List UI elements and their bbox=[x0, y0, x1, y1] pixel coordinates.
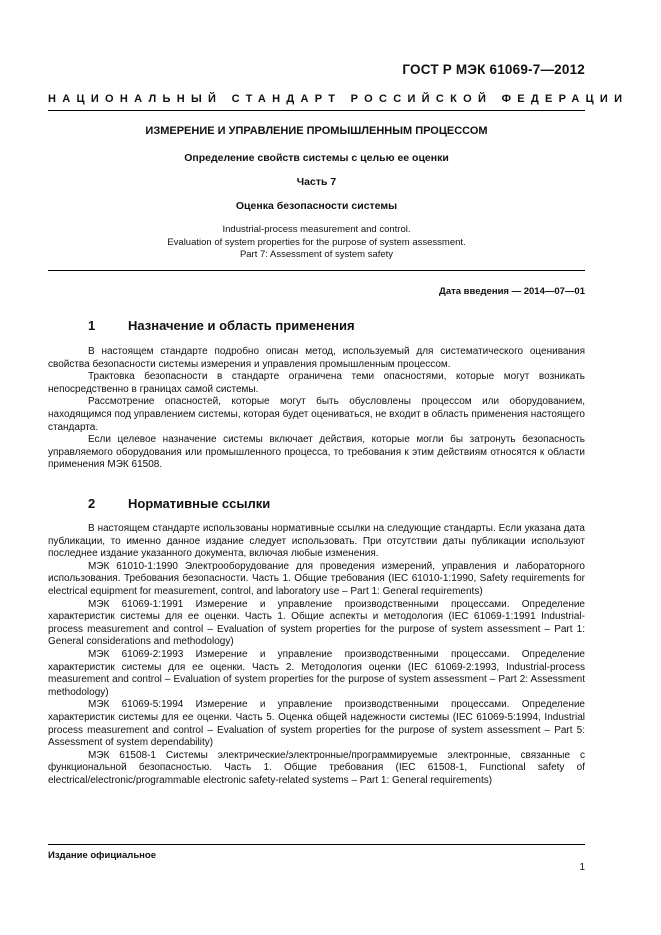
document-title: ИЗМЕРЕНИЕ И УПРАВЛЕНИЕ ПРОМЫШЛЕННЫМ ПРОЦЕССОМ bbox=[145, 125, 488, 137]
title-divider bbox=[48, 270, 585, 271]
section-title: Назначение и область применения bbox=[128, 318, 355, 333]
document-subtitle: Определение свойств системы с целью ее оценки bbox=[184, 152, 449, 164]
date-introduced: Дата введения — 2014—07—01 bbox=[439, 286, 585, 297]
standard-number: ГОСТ Р МЭК 61069-7—2012 bbox=[402, 62, 585, 77]
paragraph: Рассмотрение опасностей, которые могут быть обусловлены процессом или оборудованием, находящимся под управлением системы, которая будет оцениваться, не входит в область применения настоящего стандарта. bbox=[48, 396, 585, 433]
page-number: 1 bbox=[579, 862, 585, 873]
section-body bbox=[48, 523, 585, 787]
paragraph: В настоящем стандарте использованы нормативные ссылки на следующие стандарты. Если указана дата публикации, то именно данное издание следует использовать. При отсутствии даты публикации используют последнее издание указанного документа, включая любые изменения. bbox=[48, 523, 585, 560]
paragraph: МЭК 61069-2:1993 Измерение и управление производственными процессами. Определение характеристик системы для ее оценки. Часть 2. Методология оценки (IEC 61069-2:1993, Industrial-process measurement and control – Evaluation of system properties for the purpose of system assessment – Part 2: Assessment methodology) bbox=[48, 648, 585, 698]
part-title: Оценка безопасности системы bbox=[235, 200, 398, 212]
english-title bbox=[48, 224, 585, 262]
header-divider bbox=[48, 110, 585, 111]
part-label: Часть 7 bbox=[296, 176, 337, 188]
edition-label: Издание официальное bbox=[48, 850, 156, 861]
national-standard-title: НАЦИОНАЛЬНЫЙ СТАНДАРТ РОССИЙСКОЙ ФЕДЕРАЦИИ bbox=[48, 93, 629, 105]
section-body bbox=[48, 346, 585, 472]
english-title-line: Evaluation of system properties for the purpose of system assessment. bbox=[167, 236, 466, 248]
paragraph: Трактовка безопасности в стандарте ограничена теми опасностями, которые могут возникать непосредственно в границах самой системы. bbox=[48, 371, 585, 395]
section-title: Нормативные ссылки bbox=[128, 496, 271, 511]
paragraph: В настоящем стандарте подробно описан метод, используемый для систематического оценивания свойства безопасности системы измерения и управления промышленным процессом. bbox=[48, 346, 585, 370]
section-number: 2 bbox=[88, 496, 96, 511]
paragraph: МЭК 61508-1 Системы электрические/электронные/программируемые электронные, связанные с функциональной безопасностью. Часть 1. Общие требования (IEC 61508-1, Functional safety of electrical/electronic/programmable electronic safety-related systems – Part 1: General requirements) bbox=[48, 749, 585, 786]
paragraph: Если целевое назначение системы включает действия, которые могли бы затронуть безопасность управляемого оборудования или промышленного процесса, то требования к этим действиям относятся к области применения МЭК 61508. bbox=[48, 434, 585, 471]
english-title-line: Part 7: Assessment of system safety bbox=[239, 249, 394, 260]
section-number: 1 bbox=[88, 318, 96, 333]
paragraph: МЭК 61010-1:1990 Электрооборудование для проведения измерений, управления и лабораторного использования. Требования безопасности. Часть 1. Общие требования (IEC 61010-1:1990, Safety requirements for electrical equipment for measurement, control, and laboratory use – Part 1: General requirements) bbox=[48, 560, 585, 597]
paragraph: МЭК 61069-1:1991 Измерение и управление производственными процессами. Определение характеристик системы для ее оценки. Часть 1. Общие аспекты и методология (IEC 61069-1:1991 Industrial-process measurement and control – Evaluation of system properties for the purpose of system assessment – Part 1: General considerations and methodology) bbox=[48, 598, 585, 648]
paragraph: МЭК 61069-5:1994 Измерение и управление производственными процессами. Определение характеристик системы для ее оценки. Часть 5. Оценка общей надежности системы (IEC 61069-5:1994, Industrial process measurement and control – Evaluation of system properties for the purpose of system assessment – Part 5: Assessment of system dependability) bbox=[48, 699, 585, 749]
footer-divider bbox=[48, 844, 585, 845]
english-title-line: Industrial-process measurement and control. bbox=[222, 224, 411, 235]
